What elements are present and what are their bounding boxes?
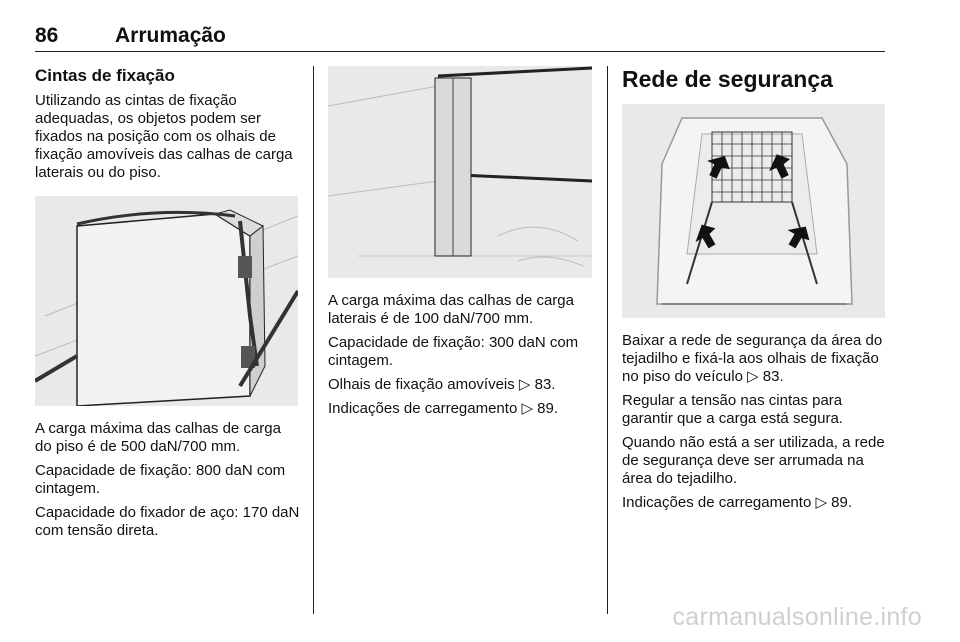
column-1: [35, 66, 300, 546]
paragraph-fixing-capacity-side: Capacidade de fixação: 300 daN com cintagem.: [328, 334, 579, 369]
paragraph-lower-net: Baixar a rede de segurança da área do tejadilho e fixá-la aos olhais de fixação no piso do veículo ▷ 83.: [622, 332, 883, 385]
section-heading-cintas: Cintas de fixação: [35, 66, 175, 85]
link-removable-eyes[interactable]: Olhais de fixação amovíveis ▷ 83.: [328, 376, 556, 393]
intro-paragraph: Utilizando as cintas de fixação adequadas, os objetos podem ser fixados na posição com os olhais de fixação amovíveis das calhas de carga laterais ou do piso.: [35, 92, 293, 181]
paragraph-side-rails-load: A carga máxima das calhas de carga laterais é de 100 daN/700 mm.: [328, 292, 574, 327]
column-3: [622, 66, 887, 518]
column-divider: [607, 66, 608, 614]
chapter-title: Arrumação: [115, 24, 226, 47]
illustration-side-rails: [328, 66, 592, 278]
paragraph-floor-rails-load: A carga máxima das calhas de carga do piso é de 500 daN/700 mm.: [35, 420, 281, 455]
paragraph-steel-fixer-capacity: Capacidade do fixador de aço: 170 daN com tensão direta.: [35, 504, 300, 539]
section-heading-safety-net: Rede de segurança: [622, 66, 833, 92]
illustration-strapped-load: [35, 196, 298, 406]
watermark: carmanualsonline.info: [672, 603, 922, 631]
link-loading-instructions-2[interactable]: Indicações de carregamento ▷ 89.: [622, 494, 853, 511]
page-number: 86: [35, 24, 59, 47]
illustration-safety-net: [622, 104, 885, 318]
paragraph-adjust-tension: Regular a tensão nas cintas para garantir que a carga está segura.: [622, 392, 843, 427]
link-loading-instructions[interactable]: Indicações de carregamento ▷ 89.: [328, 400, 559, 417]
column-2: [328, 66, 594, 424]
column-divider: [313, 66, 314, 614]
page-header: [35, 24, 885, 52]
paragraph-fixing-capacity: Capacidade de fixação: 800 daN com cintagem.: [35, 462, 286, 497]
paragraph-stow-net: Quando não está a ser utilizada, a rede de segurança deve ser arrumada na área do tejadilho.: [622, 434, 885, 487]
